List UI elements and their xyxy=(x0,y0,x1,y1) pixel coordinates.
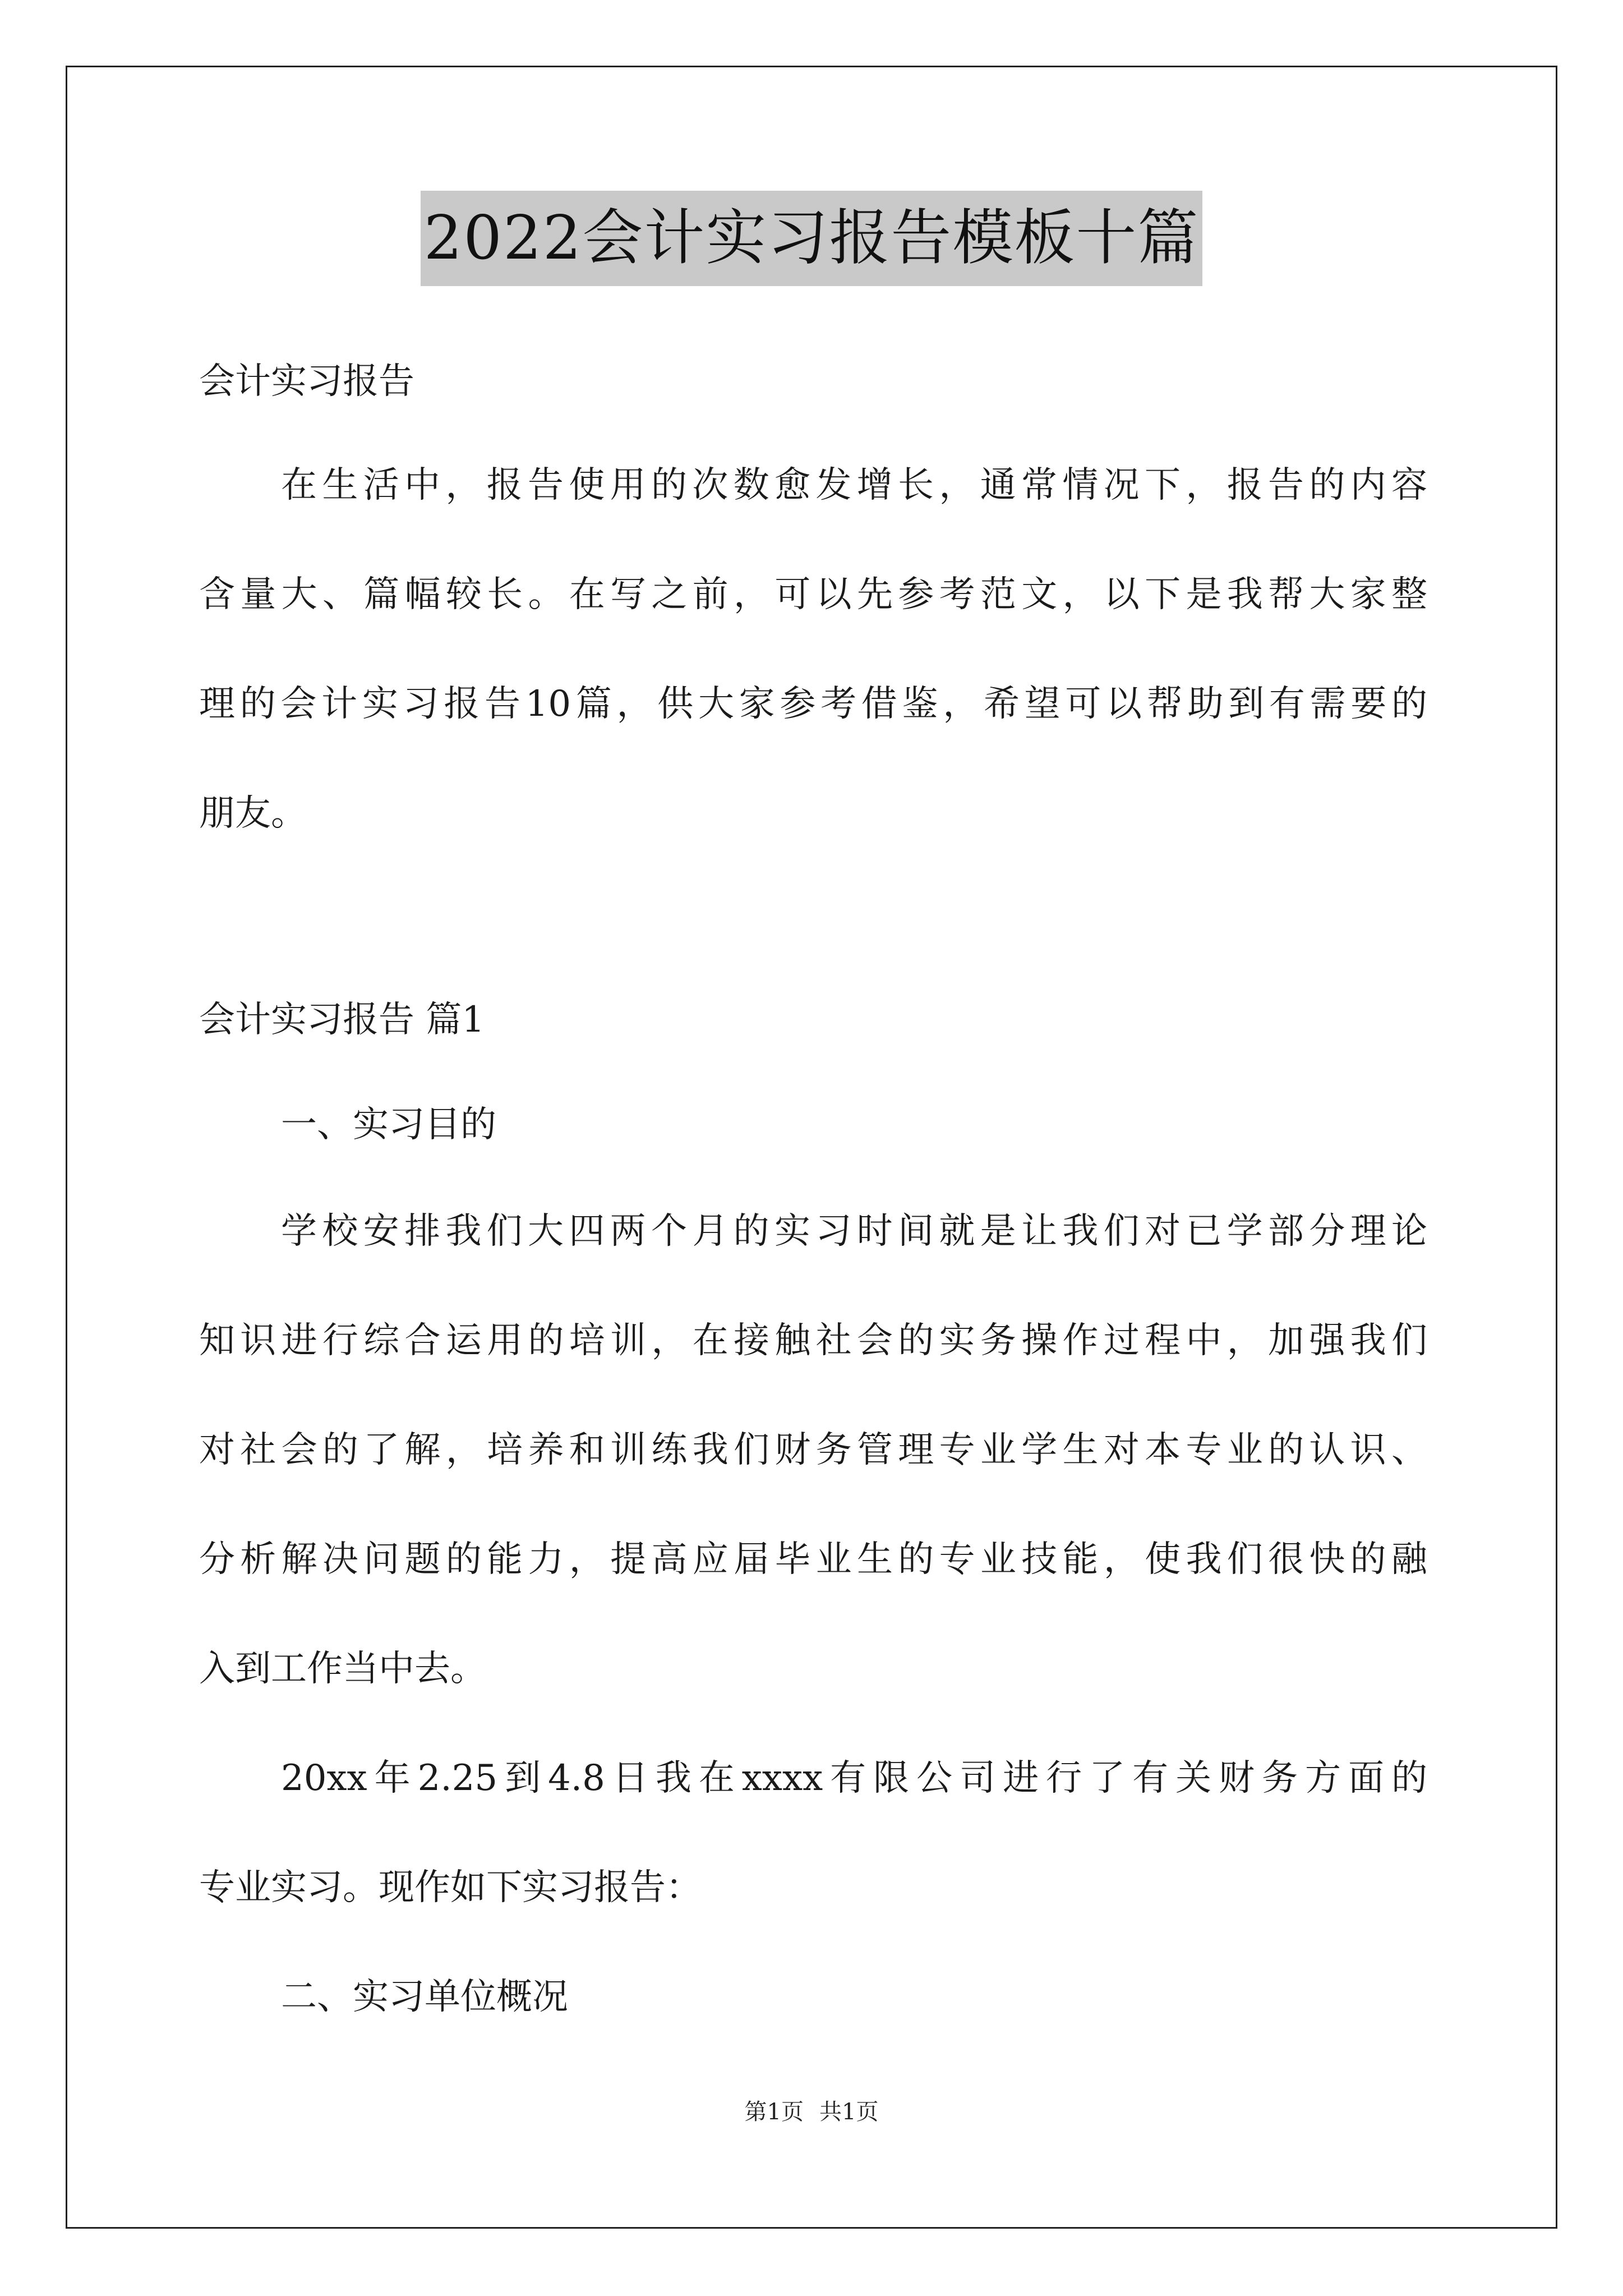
period-line-1: 20xx年2.25到4.8日我在xxxx有限公司进行了有关财务方面的 xyxy=(281,1757,1427,1799)
intro-heading: 会计实习报告 xyxy=(199,361,414,402)
section-heading: 会计实习报告 篇1 xyxy=(199,999,485,1041)
intro-line-2: 含量大、篇幅较长。在写之前，可以先参考范文，以下是我帮大家整 xyxy=(199,574,1427,615)
purpose-line-5: 入到工作当中去。 xyxy=(199,1648,486,1690)
intro-line-3: 理的会计实习报告10篇，供大家参考借鉴，希望可以帮助到有需要的 xyxy=(199,683,1427,725)
page-number: 第1页 xyxy=(744,2099,804,2125)
sub-heading-unit: 二、实习单位概况 xyxy=(281,1976,568,2018)
intro-line-4: 朋友。 xyxy=(199,793,307,834)
period-line-2: 专业实习。现作如下实习报告： xyxy=(199,1867,702,1908)
purpose-line-3: 对社会的了解，培养和训练我们财务管理专业学生对本专业的认识、 xyxy=(199,1429,1427,1471)
title-container xyxy=(0,191,1623,286)
page-footer xyxy=(0,2095,1623,2129)
sub-heading-purpose: 一、实习目的 xyxy=(281,1104,496,1145)
page-total: 共1页 xyxy=(819,2099,879,2125)
document-title: 2022会计实习报告模板十篇 xyxy=(421,191,1203,286)
purpose-line-2: 知识进行综合运用的培训，在接触社会的实务操作过程中，加强我们 xyxy=(199,1320,1427,1361)
intro-line-1: 在生活中，报告使用的次数愈发增长，通常情况下，报告的内容 xyxy=(281,464,1427,506)
purpose-line-4: 分析解决问题的能力，提高应届毕业生的专业技能，使我们很快的融 xyxy=(199,1539,1427,1580)
purpose-line-1: 学校安排我们大四两个月的实习时间就是让我们对已学部分理论 xyxy=(281,1211,1427,1252)
